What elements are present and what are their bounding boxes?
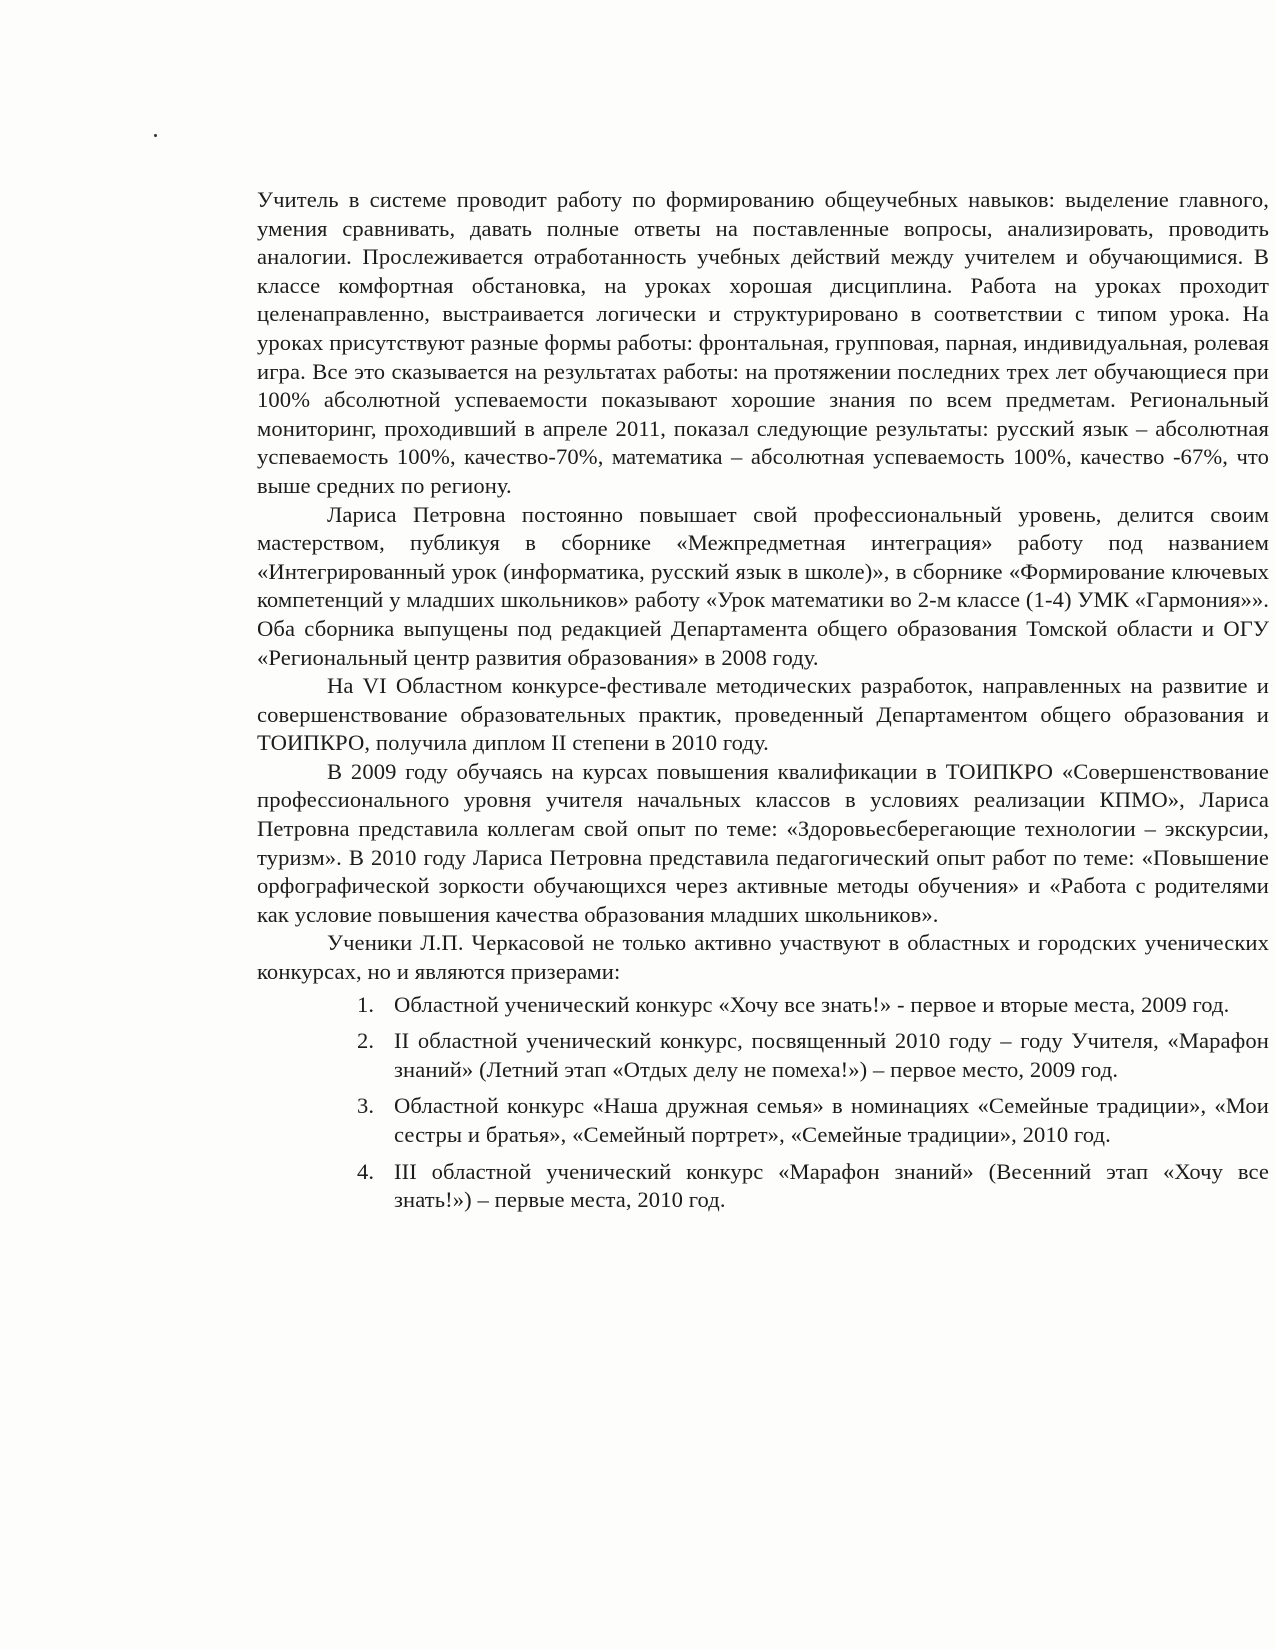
festival-paragraph: На VI Областном конкурсе-фестивале методических разработок, направленных на развитие и совершенствование образовательных практик, проведенный Департаментом общего образования и ТОИПКРО, получила диплом II степени в 2010 году. [257, 673, 1269, 756]
courses-paragraph: В 2009 году обучаясь на курсах повышения квалификации в ТОИПКРО «Совершенствование профессионального уровня учителя начальных классов в условиях реализации КПМО», Лариса Петровна представила коллегам свой опыт по теме: «Здоровьесберегающие технологии – экскурсии, туризм». В 2010 году Лариса Петровна представила педагогический опыт работ по теме: «Повышение орфографической зоркости обучающихся через активные методы обучения» и «Работа с родителями как условие повышения качества образования младших школьников». [257, 758, 1269, 927]
scan-speck [154, 134, 157, 137]
list-item-number: 3. [357, 1093, 375, 1119]
list-item [257, 991, 1269, 1020]
intro-paragraph: Учитель в системе проводит работу по формированию общеучебных навыков: выделение главного, умения сравнивать, давать полные ответы на поставленные вопросы, анализировать, проводить аналогии. Прослеживается отработанность учебных действий между учителем и обучающимися. В классе комфортная обстановка, на уроках хорошая дисциплина. Работа на уроках проходит целенаправленно, выстраивается логически и структурировано в соответствии с типом урока. На уроках присутствуют разные формы работы: фронтальная, групповая, парная, индивидуальная, ролевая игра. Все это сказывается на результатах работы: на протяжении последних трех лет обучающиеся при 100% абсолютной успеваемости показывают хорошие знания по всем предметам. Региональный мониторинг, проходивший в апреле 2011, показал следующие результаты: русский язык – абсолютная успеваемость 100%, качество-70%, математика – абсолютная успеваемость 100%, качество -67%, что выше средних по региону. [257, 187, 1269, 498]
list-item [257, 1092, 1269, 1149]
list-item-number: 1. [357, 991, 375, 1017]
awards-list [257, 991, 1269, 1215]
list-item-text: III областной ученический конкурс «Марафон знаний» (Весенний этап «Хочу все знать!») – первые места, 2010 год. [394, 1158, 1269, 1213]
students-paragraph: Ученики Л.П. Черкасовой не только активно участвуют в областных и городских ученических конкурсах, но и являются призерами: [257, 930, 1269, 985]
list-item-text: Областной ученический конкурс «Хочу все знать!» - первое и вторые места, 2009 год. [394, 991, 1230, 1017]
document-body [257, 186, 1269, 1223]
list-item [257, 1158, 1269, 1215]
list-item-text: II областной ученический конкурс, посвященный 2010 году – году Учителя, «Марафон знаний» (Летний этап «Отдых делу не помеха!») – первое место, 2009 год. [394, 1028, 1269, 1082]
list-item [257, 1027, 1269, 1084]
list-item-number: 2. [357, 1028, 375, 1054]
list-item-number: 4. [357, 1158, 375, 1184]
publications-paragraph: Лариса Петровна постоянно повышает свой профессиональный уровень, делится своим мастерством, публикуя в сборнике «Межпредметная интеграция» работу под названием «Интегрированный урок (информатика, русский язык в школе)», в сборнике «Формирование ключевых компетенций у младших школьников» работу «Урок математики во 2-м классе (1-4) УМК «Гармония»». Оба сборника выпущены под редакцией Департамента общего образования Томской области и ОГУ «Региональный центр развития образования» в 2008 году. [257, 501, 1269, 670]
list-item-text: Областной конкурс «Наша дружная семья» в номинациях «Семейные традиции», «Мои сестры и братья», «Семейный портрет», «Семейные традиции», 2010 год. [394, 1093, 1269, 1147]
